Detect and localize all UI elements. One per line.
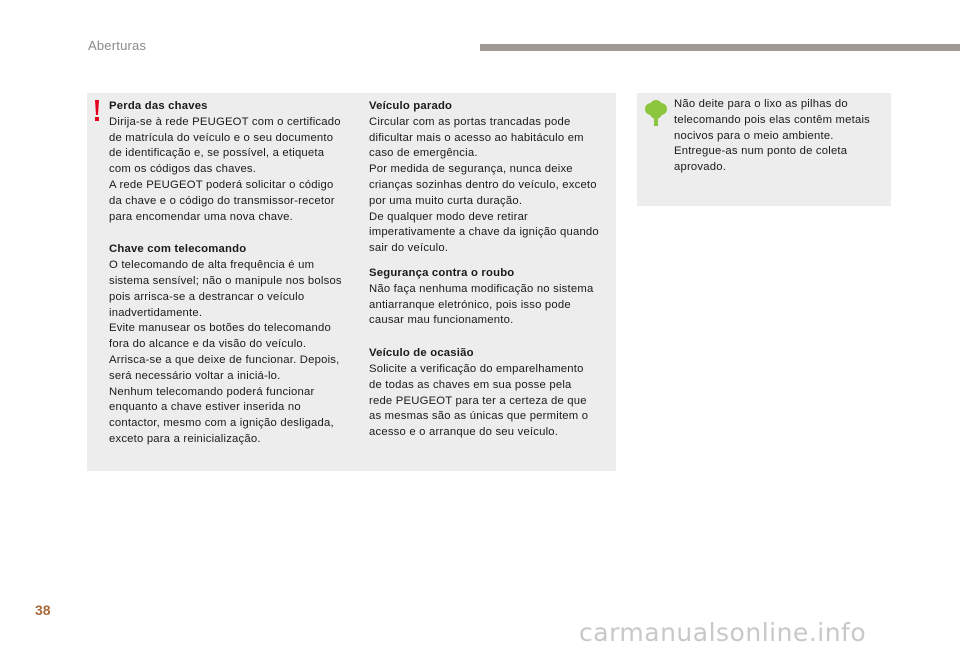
section-parked-vehicle (369, 99, 609, 257)
section-body: Circular com as portas trancadas pode dificultar mais o acesso ao habitáculo em caso de emergência. Por medida de segurança, nunca deixe crianças sozinhas dentro do veículo, exceto por uma muito curta duração. De qualquer modo deve retirar imperativamente a chave da ignição quando sair do veículo. (369, 115, 599, 255)
watermark: carmanualsonline.info (579, 618, 867, 647)
header-bar (480, 44, 960, 51)
page-number: 38 (35, 602, 51, 618)
section-title: Segurança contra o roubo (369, 266, 515, 279)
section-remote-key (109, 242, 354, 447)
section-body: Dirija-se à rede PEUGEOT com o certificado de matrícula do veículo e o seu documento de identificação e, se possível, a etiqueta com os códigos das chaves. A rede PEUGEOT poderá solicitar o código da chave e o código do transmissor-recetor para encomendar uma nova chave. (109, 115, 341, 223)
section-title: Veículo de ocasião (369, 347, 474, 360)
section-title: Veículo parado (369, 100, 453, 112)
eco-text (674, 97, 884, 176)
section-anti-theft (369, 266, 609, 329)
warning-right-column (369, 99, 609, 441)
section-used-vehicle (369, 346, 609, 441)
section-lost-keys (109, 99, 354, 225)
warning-left-column (109, 99, 354, 448)
tree-icon (644, 100, 668, 126)
eco-body: Não deite para o lixo as pilhas do telecomando pois elas contêm metais nocivos para o meio ambiente. Entregue-as num ponto de coleta aprovado. (674, 98, 871, 174)
exclamation-icon (90, 99, 104, 123)
page-section-title: Aberturas (88, 38, 147, 53)
section-body: O telecomando de alta frequência é um sistema sensível; não o manipule nos bolsos pois arrisca-se a destrancar o veículo inadvertidamente. Evite manusear os botões do telecomando fora do alcance e da visão do veículo. Arrisca-se a que deixe de funcionar. Depois, será necessário voltar a iniciá-lo. Nenhum telecomando poderá funcionar enquanto a chave estiver inserida no contactor, mesmo com a ignição desligada, exceto para a reinicialização. (109, 259, 342, 445)
section-body: Solicite a verificação do emparelhamento de todas as chaves em sua posse pela rede PEUGEOT para ter a certeza de que as mesmas são as únicas que permitem o acesso e o arranque do seu veículo. (369, 362, 589, 439)
section-title: Perda das chaves (109, 100, 208, 112)
section-title: Chave com telecomando (109, 243, 247, 256)
section-body: Não faça nenhuma modificação no sistema antiarranque eletrónico, pois isso pode causar mau funcionamento. (369, 282, 594, 327)
